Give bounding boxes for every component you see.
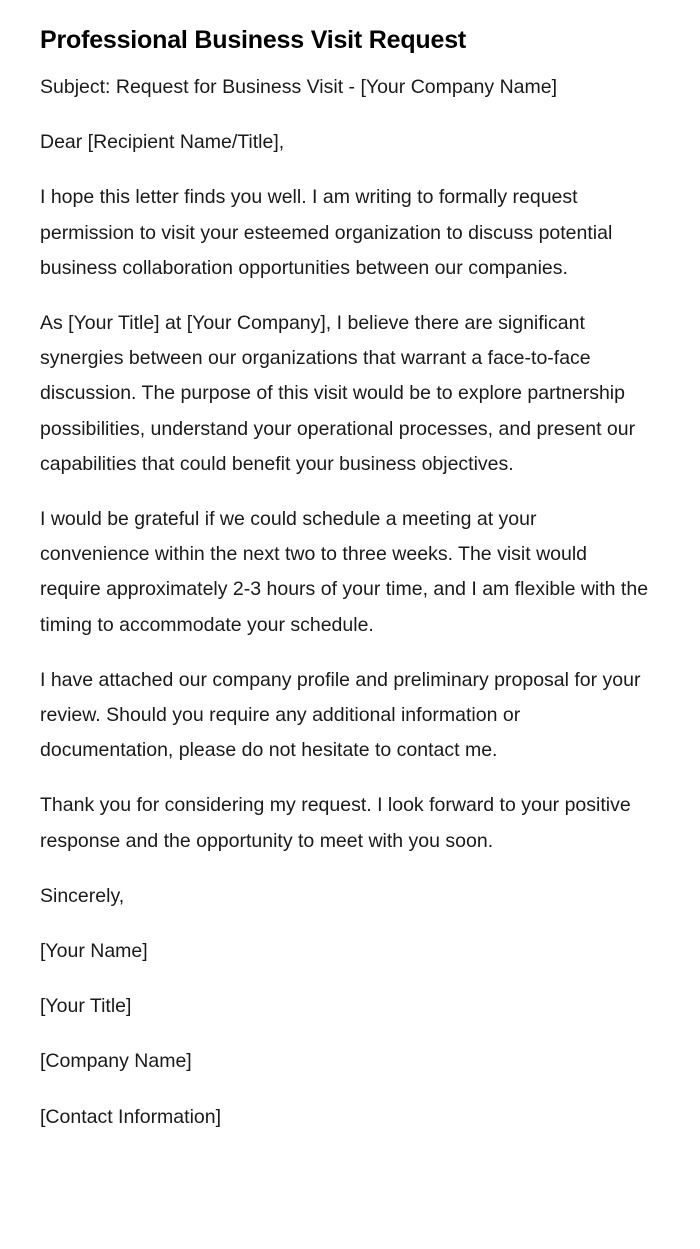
signature-name: [Your Name] — [40, 940, 148, 963]
salutation: Dear [Recipient Name/Title], — [40, 131, 285, 154]
body-paragraph-schedule: I would be grateful if we could schedule a meeting at your convenience within the next two to three weeks. The visit would require approximately 2-3 hours of your time, and I am flexible with the timing to accommodate your schedule. — [40, 508, 649, 636]
letter-document — [40, 22, 650, 1155]
closing: Sincerely, — [40, 884, 125, 907]
signature-company: [Company Name] — [40, 1050, 192, 1073]
signature-title: [Your Title] — [40, 995, 132, 1018]
subject-line: Subject: Request for Business Visit - [Your Company Name] — [40, 76, 557, 98]
body-paragraph-intro: I hope this letter finds you well. I am writing to formally request permission to visit your esteemed organization to discuss potential business collaboration opportunities between our companies. — [40, 186, 613, 279]
body-paragraph-purpose: As [Your Title] at [Your Company], I believe there are significant synergies between our organizations that warrant a face-to-face discussion. The purpose of this visit would be to explore partnership possibilities, understand your operational processes, and present our capabilities that could benefit your business objectives. — [40, 312, 636, 475]
document-title: Professional Business Visit Request — [40, 26, 467, 54]
body-paragraph-thanks: Thank you for considering my request. I look forward to your positive response and the opportunity to meet with you soon. — [40, 794, 631, 852]
signature-contact: [Contact Information] — [40, 1105, 222, 1128]
body-paragraph-attachments: I have attached our company profile and preliminary proposal for your review. Should you require any additional information or documentation, please do not hesitate to contact me. — [40, 668, 641, 762]
